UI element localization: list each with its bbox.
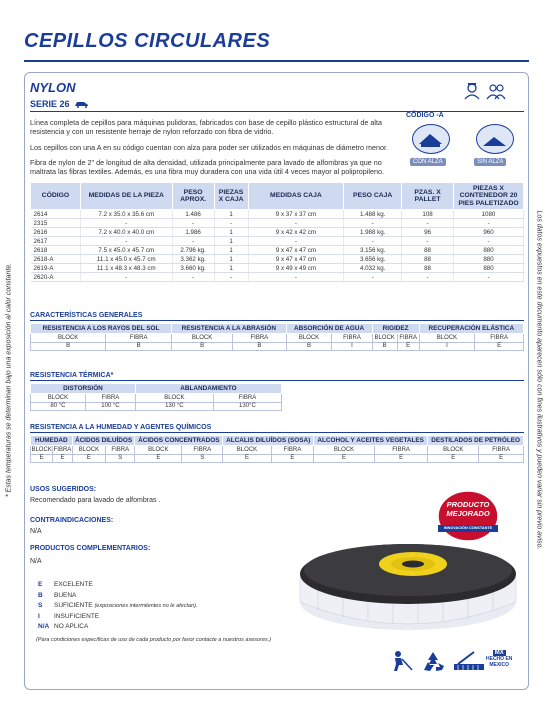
spec-cell: 2.796 kg.: [172, 246, 214, 255]
legend-item: [38, 622, 198, 633]
spec-header-cell: MEDIDAS DE LA PIEZA: [80, 183, 172, 210]
caracteristicas-value-cell: I: [419, 342, 475, 351]
termica-rule: [30, 380, 524, 381]
quimicos-header-cell: ÁCIDOS CONCENTRADOS: [135, 436, 223, 446]
spec-cell: 2617: [31, 237, 81, 246]
page-title: CEPILLOS CIRCULARES: [24, 30, 271, 52]
usage-icons: [462, 82, 506, 100]
spec-cell: -: [344, 219, 402, 228]
spec-cell: -: [172, 273, 214, 282]
termica-header-cell: ABLANDAMIENTO: [135, 384, 281, 394]
product-title: NYLON: [30, 80, 76, 95]
serie-label: [30, 99, 90, 109]
termica-value-cell: 80 °C: [31, 402, 86, 411]
worker-icon: [462, 82, 482, 100]
spec-cell: -: [454, 237, 524, 246]
badge-line1: PRODUCTO: [446, 500, 490, 509]
hecho-en-mexico-badge: [486, 650, 512, 668]
spec-cell: 88: [402, 255, 454, 264]
caracteristicas-header-row: [31, 324, 524, 334]
fibra-label: FIBRA: [233, 334, 286, 343]
description-2: Los cepillos con una A en su código cuentan con alza para poder ser utilizados en máquinas de diámetro menor.: [30, 143, 389, 152]
quimicos-value-cell: E: [479, 454, 524, 463]
spec-row: [31, 210, 524, 219]
mx-line2: HECHO EN: [486, 656, 513, 662]
termica-table: [30, 383, 282, 411]
fibra-label: FIBRA: [85, 394, 135, 403]
termica-value-cell: 130 °C: [135, 402, 213, 411]
fibra-label: FIBRA: [332, 334, 372, 343]
caracteristicas-header-cell: RIGIDEZ: [372, 324, 419, 334]
spec-cell: 1.986: [172, 228, 214, 237]
spec-cell: 1: [214, 264, 248, 273]
spec-cell: 2619-A: [31, 264, 81, 273]
spec-cell: 1.488 kg.: [344, 210, 402, 219]
quimicos-value-cell: E: [314, 454, 375, 463]
contra-title: CONTRAINDICACIONES:: [30, 517, 114, 524]
caracteristicas-header-cell: RESISTENCIA A LA ABRASIÓN: [172, 324, 287, 334]
broom-icon: [452, 650, 488, 672]
spec-header-cell: PIEZAS X CONTENEDOR 20 PIES PALETIZADO: [454, 183, 524, 210]
spec-cell: -: [248, 273, 344, 282]
legend-item: [38, 612, 198, 623]
spec-cell: 11.1 x 48.3 x 48.3 cm: [80, 264, 172, 273]
spec-cell: -: [80, 273, 172, 282]
spec-cell: -: [402, 237, 454, 246]
caracteristicas-subheader-row: [31, 334, 524, 343]
caracteristicas-value-cell: B: [286, 342, 332, 351]
cleaning-person-icon: [390, 650, 414, 672]
spec-row: [31, 273, 524, 282]
spec-cell: 88: [402, 246, 454, 255]
spec-table: [30, 182, 524, 282]
fibra-label: FIBRA: [106, 446, 135, 455]
fibra-label: FIBRA: [213, 394, 281, 403]
spec-cell: 2620-A: [31, 273, 81, 282]
spec-cell: -: [214, 219, 248, 228]
spec-cell: 1: [214, 255, 248, 264]
quimicos-values-row: [31, 454, 524, 463]
side-note-left: [2, 250, 16, 510]
legend-note: (exposiciones intermitentes no le afectan).: [94, 603, 198, 609]
caracteristicas-value-cell: B: [106, 342, 172, 351]
quimicos-header-cell: ALCALIS DILUÍDOS (SOSA): [223, 436, 314, 446]
spec-cell: 1: [214, 237, 248, 246]
termica-header-cell: DISTORSIÓN: [31, 384, 136, 394]
spec-cell: 3.362 kg.: [172, 255, 214, 264]
spec-row: [31, 228, 524, 237]
fibra-label: FIBRA: [475, 334, 524, 343]
fibra-label: FIBRA: [106, 334, 172, 343]
codigo-box: [406, 112, 524, 172]
spec-cell: 1: [214, 210, 248, 219]
codigo-title: CÓDIGO -A: [406, 112, 444, 119]
spec-cell: 7.5 x 45.0 x 45.7 cm: [80, 246, 172, 255]
caracteristicas-value-cell: B: [172, 342, 233, 351]
quimicos-subheader-row: [31, 446, 524, 455]
quimicos-table: [30, 435, 524, 463]
spec-cell: 1.988 kg.: [344, 228, 402, 237]
termica-value-cell: 100 °C: [85, 402, 135, 411]
spec-cell: -: [454, 273, 524, 282]
quimicos-header-cell: DESTILADOS DE PETRÓLEO: [428, 436, 524, 446]
description-1: Línea completa de cepillos para máquinas pulidoras, fabricados con base de cepillo plástico estructural de alta resistencia y con un resistente herraje de nylon reforzado con fibra de vidrio.: [30, 118, 382, 137]
quimicos-header-cell: ÁCIDOS DILUÍDOS: [72, 436, 135, 446]
spec-cell: 4.032 kg.: [344, 264, 402, 273]
legend-key: E: [38, 581, 43, 588]
spec-cell: -: [80, 237, 172, 246]
footer-icons: [390, 650, 488, 672]
quimicos-header-row: [31, 436, 524, 446]
fibra-label: FIBRA: [374, 446, 427, 455]
caracteristicas-value-cell: B: [233, 342, 286, 351]
block-label: BLOCK: [372, 334, 397, 343]
caracteristicas-value-cell: B: [31, 342, 106, 351]
block-label: BLOCK: [419, 334, 475, 343]
spec-header-cell: CÓDIGO: [31, 183, 81, 210]
spec-cell: 2614: [31, 210, 81, 219]
spec-cell: 1.486: [172, 210, 214, 219]
termica-header-row: [31, 384, 282, 394]
block-label: BLOCK: [172, 334, 233, 343]
spec-cell: -: [248, 237, 344, 246]
termica-subheader-row: [31, 394, 282, 403]
quimicos-value-cell: E: [135, 454, 182, 463]
spec-row: [31, 264, 524, 273]
spec-cell: 96: [402, 228, 454, 237]
spec-cell: 9 x 47 x 47 cm: [248, 246, 344, 255]
block-label: BLOCK: [286, 334, 332, 343]
spec-row: [31, 246, 524, 255]
spec-row: [31, 255, 524, 264]
spec-cell: -: [214, 273, 248, 282]
caracteristicas-rule: [30, 320, 524, 321]
spec-cell: 880: [454, 264, 524, 273]
con-alza-icon: [412, 124, 450, 154]
spec-cell: 2618: [31, 246, 81, 255]
spec-cell: 7.2 x 35.0 x 35.6 cm: [80, 210, 172, 219]
termica-values-row: [31, 402, 282, 411]
spec-header-row: [31, 183, 524, 210]
spec-header-cell: PZAS. X PALLET: [402, 183, 454, 210]
block-label: BLOCK: [428, 446, 479, 455]
legend-item: [38, 580, 198, 591]
rating-legend: [38, 580, 198, 633]
legend-value: SUFICIENTE: [54, 602, 93, 609]
caracteristicas-header-cell: RESISTENCIA A LOS RAYOS DEL SOL: [31, 324, 172, 334]
description-3: Fibra de nylon de 2" de longitud de alta densidad, utilizada principalmente para lavado de alfombras ya que no maltrata las fibras textiles. Además, es una fibra muy duradera con una vida útil 4 veces mayor al polipropileno.: [30, 158, 384, 177]
block-label: BLOCK: [31, 334, 106, 343]
sin-alza-label: SIN ALZA: [474, 158, 506, 166]
spec-header-cell: PESO APROX.: [172, 183, 214, 210]
caracteristicas-header-cell: ABSORCIÓN DE AGUA: [286, 324, 372, 334]
spec-cell: 960: [454, 228, 524, 237]
usos-text: Recomendado para lavado de alfombras .: [30, 497, 161, 504]
fibra-label: FIBRA: [397, 334, 419, 343]
caracteristicas-title: CARACTERÍSTICAS GENERALES: [30, 312, 143, 319]
spec-cell: 2315: [31, 219, 81, 228]
quimicos-value-cell: E: [374, 454, 427, 463]
spec-cell: 2618-A: [31, 255, 81, 264]
side-note-right: [532, 210, 546, 550]
caracteristicas-table: [30, 323, 524, 351]
caracteristicas-value-cell: E: [397, 342, 419, 351]
spec-row: [31, 237, 524, 246]
spec-cell: 2616: [31, 228, 81, 237]
fibra-label: FIBRA: [182, 446, 223, 455]
spec-cell: 9 x 47 x 47 cm: [248, 255, 344, 264]
spec-cell: 9 x 42 x 42 cm: [248, 228, 344, 237]
block-label: BLOCK: [31, 446, 52, 453]
badge-line3: INNOVACIÓN CONSTANTE: [443, 526, 493, 530]
title-rule: [24, 60, 529, 62]
spec-cell: 108: [402, 210, 454, 219]
quimicos-value-cell: E: [428, 454, 479, 463]
legend-value: EXCELENTE: [54, 581, 93, 588]
quimicos-rule: [30, 432, 524, 433]
badge-line2: MEJORADO: [446, 509, 490, 518]
spec-cell: 9 x 49 x 49 cm: [248, 264, 344, 273]
temperature-note: * Estas temperaturas se determinan bajo una exposición al calor constante.: [5, 262, 13, 498]
legend-value: INSUFICIENTE: [54, 612, 100, 620]
spec-cell: 7.2 x 40.0 x 40.0 cm: [80, 228, 172, 237]
fibra-label: FIBRA: [479, 446, 524, 455]
quimicos-header-cell: HUMEDAD: [31, 436, 73, 446]
spec-cell: -: [172, 219, 214, 228]
legend-key: S: [38, 602, 43, 609]
foot-note: (Para condiciones específicas de uso de cada producto por favor contacte a nuestros asesores.): [36, 637, 272, 643]
spec-cell: -: [172, 237, 214, 246]
mx-label: MX: [494, 650, 504, 656]
fibra-label: FIBRA: [271, 446, 313, 455]
complementarios-title: PRODUCTOS COMPLEMENTARIOS:: [30, 545, 151, 552]
legend-item: [38, 591, 198, 602]
fibra-label: FIBRA: [53, 446, 72, 453]
sin-alza-icon: [476, 124, 514, 154]
legend-item: [38, 601, 198, 612]
disclaimer-note: Los datos expuestos en este documento aparecen sólo con fines ilustrativos y pueden variar sin previo aviso.: [535, 210, 543, 550]
block-label: BLOCK: [31, 394, 86, 403]
cleaning-staff-icon: [486, 82, 506, 100]
contra-text: N/A: [30, 528, 42, 535]
quimicos-title: RESISTENCIA A LA HUMEDAD Y AGENTES QUÍMICOS: [30, 424, 212, 431]
spec-header-cell: PIEZAS X CAJA: [214, 183, 248, 210]
caracteristicas-header-cell: RECUPERACIÓN ELÁSTICA: [419, 324, 523, 334]
legend-value: NO APLICA: [54, 623, 89, 630]
termica-title: RESISTENCIA TÉRMICA*: [30, 372, 114, 379]
block-label: BLOCK: [223, 446, 271, 455]
legend-key: I: [38, 612, 40, 620]
caracteristicas-value-cell: E: [475, 342, 524, 351]
spec-header-cell: PESO CAJA: [344, 183, 402, 210]
caracteristicas-value-cell: B: [372, 342, 397, 351]
spec-cell: 1080: [454, 210, 524, 219]
quimicos-value-cell: S: [182, 454, 223, 463]
quimicos-value-cell: S: [106, 454, 135, 463]
block-label: BLOCK: [72, 446, 105, 455]
caracteristicas-value-cell: I: [332, 342, 372, 351]
recycle-icon: [420, 650, 446, 672]
spec-cell: -: [402, 219, 454, 228]
legend-key: B: [38, 591, 43, 599]
quimicos-value-cell: E: [271, 454, 313, 463]
spec-cell: -: [248, 219, 344, 228]
producto-mejorado-badge: [436, 488, 500, 544]
legend-key: N/A: [38, 623, 50, 630]
quimicos-value-cell: E: [53, 454, 72, 463]
spec-cell: 1: [214, 246, 248, 255]
termica-value-cell: 130°C: [213, 402, 281, 411]
quimicos-value-cell: E: [72, 454, 105, 463]
spec-cell: 1: [214, 228, 248, 237]
spec-cell: -: [80, 219, 172, 228]
block-label: BLOCK: [314, 446, 375, 455]
caracteristicas-values-row: [31, 342, 524, 351]
block-label: BLOCK: [135, 446, 182, 455]
complementarios-text: N/A: [30, 558, 42, 565]
spec-cell: 880: [454, 255, 524, 264]
spec-cell: 3.156 kg.: [344, 246, 402, 255]
spec-cell: 3.660 kg.: [172, 264, 214, 273]
spec-cell: 11.1 x 45.0 x 45.7 cm: [80, 255, 172, 264]
quimicos-header-cell: ALCOHOL Y ACEITES VEGETALES: [314, 436, 428, 446]
spec-cell: -: [402, 273, 454, 282]
serie-text: SERIE 26: [30, 99, 70, 109]
quimicos-value-cell: E: [31, 454, 53, 463]
quimicos-value-cell: E: [223, 454, 271, 463]
spec-header-cell: MEDIDAS CAJA: [248, 183, 344, 210]
spec-row: [31, 219, 524, 228]
spec-cell: -: [454, 219, 524, 228]
product-rule: [30, 111, 524, 112]
block-label: BLOCK: [135, 394, 213, 403]
legend-value: BUENA: [54, 591, 77, 599]
spec-cell: -: [344, 237, 402, 246]
mx-line3: MEXICO: [489, 662, 510, 668]
spec-cell: 880: [454, 246, 524, 255]
spec-cell: 3.656 kg.: [344, 255, 402, 264]
spec-cell: 9 x 37 x 37 cm: [248, 210, 344, 219]
floor-machine-icon: [74, 100, 90, 108]
con-alza-label: CON ALZA: [410, 158, 446, 166]
usos-title: USOS SUGERIDOS:: [30, 486, 97, 493]
spec-cell: 88: [402, 264, 454, 273]
spec-cell: -: [344, 273, 402, 282]
